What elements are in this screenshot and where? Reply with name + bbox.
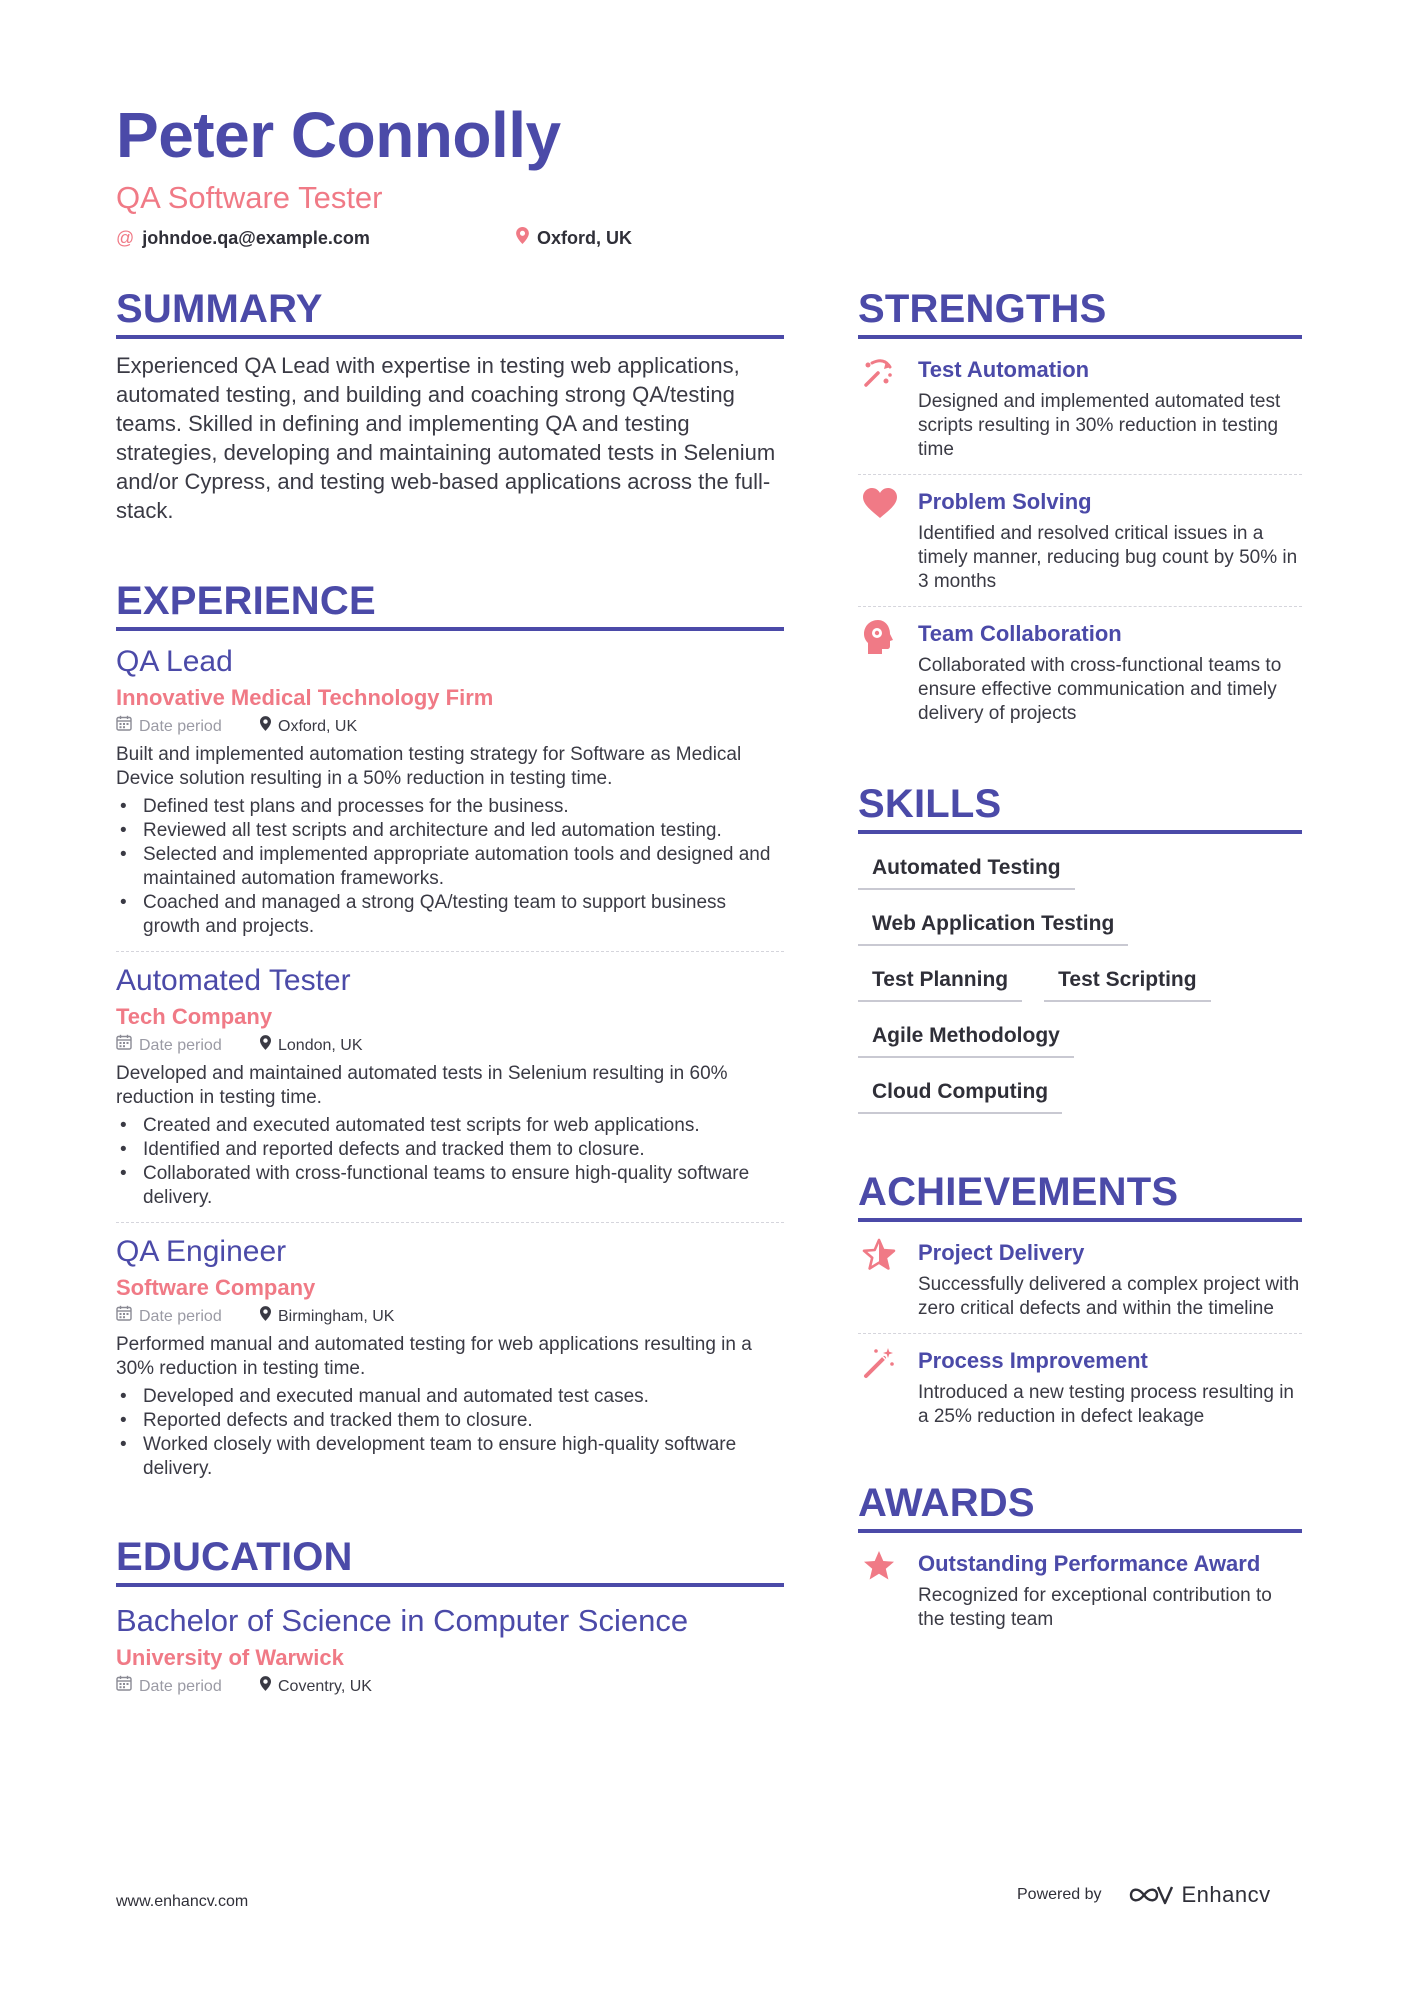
experience-list xyxy=(116,643,784,1493)
job-description: Developed and maintained automated tests in Selenium resulting in 60% reduction in testing time. xyxy=(116,1063,728,1108)
job-title: QA Engineer xyxy=(116,1235,287,1268)
job-date-text: Date period xyxy=(139,1037,222,1054)
enhancv-logo-icon xyxy=(1128,1883,1174,1907)
head-icon xyxy=(858,619,918,726)
job-location-text: London, UK xyxy=(278,1037,363,1054)
job-location xyxy=(260,1034,363,1058)
job-title: QA Lead xyxy=(116,645,233,678)
star-outline-icon xyxy=(858,1238,918,1321)
contact-email[interactable] xyxy=(116,228,516,249)
strength-title: Problem Solving xyxy=(918,489,1092,514)
education-date-text: Date period xyxy=(139,1678,222,1695)
job-location xyxy=(260,715,357,739)
education-section xyxy=(116,1533,784,1699)
skill-tag: Agile Methodology xyxy=(858,1018,1074,1058)
calendar-icon xyxy=(116,1305,132,1329)
strengths-list xyxy=(858,343,1302,738)
bullet-item: • Worked closely with development team to ensure high-quality software delivery. xyxy=(116,1433,784,1481)
calendar-icon xyxy=(116,715,132,739)
job-meta xyxy=(116,715,784,739)
experience-section xyxy=(116,577,784,1493)
star-icon xyxy=(858,1549,918,1632)
job-bullets xyxy=(116,795,784,939)
footer-powered-by xyxy=(1017,1882,1271,1908)
education-location-text: Coventry, UK xyxy=(278,1678,372,1695)
achievement-body xyxy=(918,1346,1302,1429)
bullet-item: • Collaborated with cross-functional teams to ensure high-quality software delivery. xyxy=(116,1162,784,1210)
awards-list xyxy=(858,1537,1302,1644)
resume-header xyxy=(116,96,1306,252)
skill-tag: Automated Testing xyxy=(858,850,1075,890)
location-pin-icon xyxy=(260,1034,271,1058)
section-title-education: EDUCATION xyxy=(116,1533,784,1587)
degree-title: Bachelor of Science in Computer Science xyxy=(116,1603,689,1638)
brand-name: Enhancv xyxy=(1181,1882,1271,1907)
brand-logo[interactable] xyxy=(1128,1882,1271,1908)
right-column xyxy=(858,285,1302,1644)
heart-icon xyxy=(858,487,918,594)
footer-website[interactable]: www.enhancv.com xyxy=(116,1893,249,1910)
job-date xyxy=(116,715,260,739)
bullet-item: • Defined test plans and processes for the business. xyxy=(116,795,784,819)
strength-body xyxy=(918,487,1302,594)
summary-text: Experienced QA Lead with expertise in testing web applications, automated testing, and building and coaching strong QA/testing teams. Skilled in defining and implementing QA and testing strategies, developing and maintaining automated tests in Selenium and/or Cypress, and testing web-based applications across the full-stack. xyxy=(116,353,776,523)
experience-entry xyxy=(116,643,784,951)
skills-section xyxy=(858,780,1302,1130)
strength-title: Test Automation xyxy=(918,357,1090,382)
location-pin-icon xyxy=(516,227,529,249)
achievement-desc: Successfully delivered a complex project with zero critical defects and within the timeline xyxy=(918,1274,1300,1319)
strength-desc: Collaborated with cross-functional teams to ensure effective communication and timely delivery of projects xyxy=(918,655,1282,724)
achievements-list xyxy=(858,1226,1302,1441)
left-column xyxy=(116,285,784,1699)
skill-tag: Cloud Computing xyxy=(858,1074,1062,1114)
awards-section xyxy=(858,1479,1302,1644)
experience-entry xyxy=(116,951,784,1222)
job-description: Performed manual and automated testing for web applications resulting in a 30% reduction in testing time. xyxy=(116,1334,752,1379)
job-location xyxy=(260,1305,394,1329)
candidate-name: Peter Connolly xyxy=(116,99,561,171)
magic-wand-icon xyxy=(858,1346,918,1429)
location-pin-icon xyxy=(260,1675,271,1699)
location-pin-icon xyxy=(260,715,271,739)
experience-entry xyxy=(116,1222,784,1493)
job-date-text: Date period xyxy=(139,718,222,735)
achievement-title: Project Delivery xyxy=(918,1240,1085,1265)
calendar-icon xyxy=(116,1675,132,1699)
school-name: University of Warwick xyxy=(116,1645,344,1670)
powered-by-label: Powered by xyxy=(1017,1886,1102,1903)
at-icon: @ xyxy=(116,227,135,248)
achievement-item xyxy=(858,1333,1302,1441)
bullet-item: • Reported defects and tracked them to closure. xyxy=(116,1409,784,1433)
job-title: Automated Tester xyxy=(116,964,351,997)
section-title-strengths: STRENGTHS xyxy=(858,285,1302,339)
education-meta xyxy=(116,1675,784,1699)
job-company: Innovative Medical Technology Firm xyxy=(116,685,494,710)
skills-list xyxy=(858,850,1302,1130)
education-date xyxy=(116,1675,260,1699)
candidate-title: QA Software Tester xyxy=(116,180,383,215)
job-date xyxy=(116,1305,260,1329)
job-bullets xyxy=(116,1114,784,1210)
award-desc: Recognized for exceptional contribution to the testing team xyxy=(918,1585,1272,1630)
strength-desc: Designed and implemented automated test scripts resulting in 30% reduction in testing time xyxy=(918,391,1281,460)
education-location xyxy=(260,1675,372,1699)
calendar-icon xyxy=(116,1034,132,1058)
job-location-text: Birmingham, UK xyxy=(278,1308,395,1325)
job-location-text: Oxford, UK xyxy=(278,718,358,735)
skill-tag: Test Scripting xyxy=(1044,962,1210,1002)
job-date-text: Date period xyxy=(139,1308,222,1325)
contact-row xyxy=(116,224,1306,252)
summary-section xyxy=(116,285,784,525)
strength-body xyxy=(918,619,1302,726)
section-title-experience: EXPERIENCE xyxy=(116,577,784,631)
contact-location xyxy=(516,227,632,249)
achievement-title: Process Improvement xyxy=(918,1348,1148,1373)
achievement-desc: Introduced a new testing process resulting in a 25% reduction in defect leakage xyxy=(918,1382,1294,1427)
strength-item xyxy=(858,606,1302,738)
bullet-item: • Coached and managed a strong QA/testing team to support business growth and projects. xyxy=(116,891,784,939)
award-body xyxy=(918,1549,1302,1632)
achievement-body xyxy=(918,1238,1302,1321)
location-pin-icon xyxy=(260,1305,271,1329)
section-title-achievements: ACHIEVEMENTS xyxy=(858,1168,1302,1222)
award-title: Outstanding Performance Award xyxy=(918,1551,1261,1576)
job-description: Built and implemented automation testing strategy for Software as Medical Device solution resulting in a 50% reduction in testing time. xyxy=(116,744,742,789)
job-bullets xyxy=(116,1385,784,1481)
bullet-item: • Developed and executed manual and automated test cases. xyxy=(116,1385,784,1409)
achievement-item xyxy=(858,1226,1302,1333)
bullet-item: • Created and executed automated test scripts for web applications. xyxy=(116,1114,784,1138)
bullet-item: • Identified and reported defects and tracked them to closure. xyxy=(116,1138,784,1162)
section-title-summary: SUMMARY xyxy=(116,285,784,339)
section-title-skills: SKILLS xyxy=(858,780,1302,834)
location-text: Oxford, UK xyxy=(537,227,633,248)
strengths-section xyxy=(858,285,1302,738)
bullet-item: • Selected and implemented appropriate automation tools and designed and maintained automation frameworks. xyxy=(116,843,784,891)
award-item xyxy=(858,1537,1302,1644)
wand-arrow-icon xyxy=(858,355,918,462)
skill-tag: Web Application Testing xyxy=(858,906,1128,946)
strength-body xyxy=(918,355,1302,462)
strength-item xyxy=(858,474,1302,606)
section-title-awards: AWARDS xyxy=(858,1479,1302,1533)
strength-title: Team Collaboration xyxy=(918,621,1122,646)
achievements-section xyxy=(858,1168,1302,1441)
email-text: johndoe.qa@example.com xyxy=(142,227,370,248)
job-date xyxy=(116,1034,260,1058)
job-meta xyxy=(116,1034,784,1058)
strength-item xyxy=(858,343,1302,474)
skill-tag: Test Planning xyxy=(858,962,1022,1002)
job-company: Tech Company xyxy=(116,1004,273,1029)
bullet-item: • Reviewed all test scripts and architecture and led automation testing. xyxy=(116,819,784,843)
strength-desc: Identified and resolved critical issues in a timely manner, reducing bug count by 50% in 3 months xyxy=(918,523,1298,592)
job-company: Software Company xyxy=(116,1275,316,1300)
job-meta xyxy=(116,1305,784,1329)
